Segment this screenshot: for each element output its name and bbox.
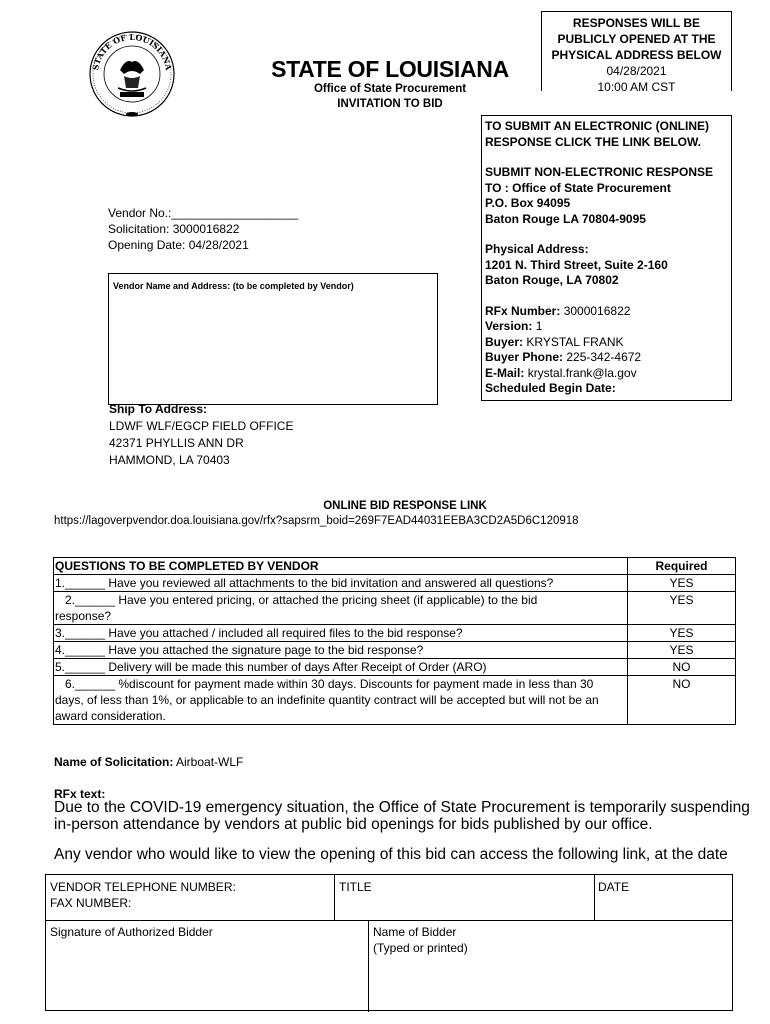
solicitation-name-label: Name of Solicitation: — [54, 755, 174, 769]
rfx-text-paragraph-1: Due to the COVID-19 emergency situation, the Office of State Procurement is temporarily suspending in-person attendance by vendors at public bid openings for bids published by our office. — [54, 799, 750, 833]
solicitation-name-value: Airboat-WLF — [176, 755, 244, 769]
signature-label: Signature of Authorized Bidder — [50, 925, 213, 939]
question-2-cont: response? — [55, 609, 112, 623]
ship-to-label: Ship To Address: — [109, 402, 208, 416]
po-box: P.O. Box 94095 — [485, 196, 571, 210]
buyer-phone-row — [485, 350, 731, 366]
rfx-number: 3000016822 — [563, 303, 631, 318]
question-2-required: YES — [628, 592, 736, 625]
vendor-telephone-field[interactable] — [50, 879, 236, 911]
electronic-line2: RESPONSE CLICK THE LINK BELOW. — [485, 134, 702, 149]
physical-city: Baton Rouge, LA 70802 — [485, 273, 619, 287]
question-2 — [54, 592, 628, 625]
title-field[interactable] — [339, 879, 372, 895]
date-label: DATE — [598, 880, 630, 894]
question-4: 4.______ Have you attached the signature page to the bid response? — [54, 642, 628, 659]
date-field[interactable] — [598, 879, 629, 895]
solicitation-number: Solicitation: 3000016822 — [108, 222, 240, 236]
buyer-label: Buyer: — [485, 334, 524, 349]
question-1-required: YES — [628, 575, 736, 592]
title-subheading — [290, 82, 490, 112]
ship-to-address — [109, 401, 293, 469]
vendor-name-address-label: Vendor Name and Address: (to be completed by Vendor) — [113, 281, 354, 291]
question-4-required: YES — [628, 642, 736, 659]
response-box-line1: RESPONSES WILL BE — [572, 16, 701, 30]
email-row — [485, 366, 731, 382]
opening-date: 04/28/2021 — [606, 64, 667, 78]
response-box-line3: PHYSICAL ADDRESS BELOW — [551, 48, 722, 62]
ship-to-line3: HAMMOND, LA 70403 — [109, 453, 230, 467]
question-6 — [54, 676, 628, 725]
nonelectronic-line2: TO : Office of State Procurement — [485, 180, 671, 195]
buyer-row — [485, 335, 731, 351]
vendor-number: Vendor No.:___________________ — [108, 206, 299, 220]
table-header-row — [54, 558, 736, 575]
rfx-number-label: RFx Number: — [485, 303, 561, 318]
buyer-name: KRYSTAL FRANK — [526, 334, 624, 349]
physical-street: 1201 N. Third Street, Suite 2-160 — [485, 257, 668, 272]
ship-to-line1: LDWF WLF/EGCP FIELD OFFICE — [109, 419, 294, 433]
signature-form — [45, 874, 733, 1011]
version: 1 — [535, 319, 543, 333]
question-5-required: NO — [628, 659, 736, 676]
question-3-required: YES — [628, 625, 736, 642]
state-seal-icon — [80, 30, 184, 120]
fax-label: FAX NUMBER: — [50, 896, 132, 910]
response-box-line2: PUBLICLY OPENED AT THE — [557, 32, 716, 46]
table-row — [54, 575, 736, 592]
question-5: 5.______ Delivery will be made this number of days After Receipt of Order (ARO) — [54, 659, 628, 676]
electronic-line1: TO SUBMIT AN ELECTRONIC (ONLINE) — [485, 119, 709, 133]
rfx-number-row — [485, 304, 731, 320]
telephone-label: VENDOR TELEPHONE NUMBER: — [50, 880, 236, 894]
question-3: 3.______ Have you attached / included all required files to the bid response? — [54, 625, 628, 642]
submission-info-box — [481, 115, 732, 401]
response-opening-box — [541, 11, 732, 94]
required-header: Required — [628, 558, 736, 575]
vendor-questions-table — [53, 557, 736, 725]
vendor-info — [108, 205, 298, 253]
table-row — [54, 592, 736, 625]
opening-time: 10:00 AM CST — [597, 80, 676, 94]
table-row — [54, 659, 736, 676]
title-label: TITLE — [339, 880, 372, 894]
table-row — [54, 642, 736, 659]
online-link-heading: ONLINE BID RESPONSE LINK — [323, 500, 487, 512]
mailing-city: Baton Rouge LA 70804-9095 — [485, 211, 646, 226]
bidder-name-field[interactable] — [373, 924, 468, 956]
questions-header: QUESTIONS TO BE COMPLETED BY VENDOR — [54, 558, 628, 575]
nonelectronic-line1: SUBMIT NON-ELECTRONIC RESPONSE — [485, 165, 714, 179]
begin-date-label: Scheduled Begin Date: — [485, 381, 616, 395]
rfx-text-paragraph-2: Any vendor who would like to view the opening of this bid can access the following link, at the date — [54, 846, 728, 863]
question-6-cont: days, of less than 1%, or applicable to an indefinite quantity contract will be accepted but will not be an award consideration. — [55, 693, 599, 723]
question-1: 1.______ Have you reviewed all attachments to the bid invitation and answered all questions? — [54, 575, 628, 592]
buyer-phone: 225-342-4672 — [566, 350, 642, 364]
rfx-text-label: RFx text: — [54, 787, 106, 801]
question-2-text: 2.______ Have you entered pricing, or attached the pricing sheet (if applicable) to the bid — [65, 593, 538, 607]
bidder-name-hint: (Typed or printed) — [373, 941, 468, 955]
question-6-text: 6.______ %discount for payment made within 30 days. Discounts for payment made in less than 30 — [65, 677, 594, 691]
vendor-name-address-field[interactable] — [108, 273, 438, 405]
svg-text:STATE OF LOUISIANA: STATE OF LOUISIANA — [90, 31, 174, 72]
question-6-required: NO — [628, 676, 736, 725]
buyer-email: krystal.frank@la.gov — [527, 365, 637, 380]
solicitation-name — [54, 755, 243, 769]
ship-to-line2: 42371 PHYLLIS ANN DR — [109, 436, 244, 450]
physical-address-label: Physical Address: — [485, 242, 589, 256]
bidder-name-label: Name of Bidder — [373, 925, 457, 939]
email-label: E-Mail: — [485, 365, 525, 380]
signature-field[interactable] — [50, 924, 213, 940]
buyer-phone-label: Buyer Phone: — [485, 350, 564, 364]
opening-date-line: Opening Date: 04/28/2021 — [108, 238, 249, 252]
version-row — [485, 319, 731, 335]
page-title: STATE OF LOUISIANA — [271, 56, 509, 82]
office-name: Office of State Procurement — [313, 83, 467, 95]
online-bid-response-link[interactable]: https://lagoverpvendor.doa.louisiana.gov/rfx?sapsrm_boid=269F7EAD44031EEBA3CD2A5D6C120918 — [54, 515, 579, 527]
version-label: Version: — [485, 319, 533, 333]
table-row — [54, 625, 736, 642]
document-type: INVITATION TO BID — [337, 98, 443, 110]
table-row — [54, 676, 736, 725]
